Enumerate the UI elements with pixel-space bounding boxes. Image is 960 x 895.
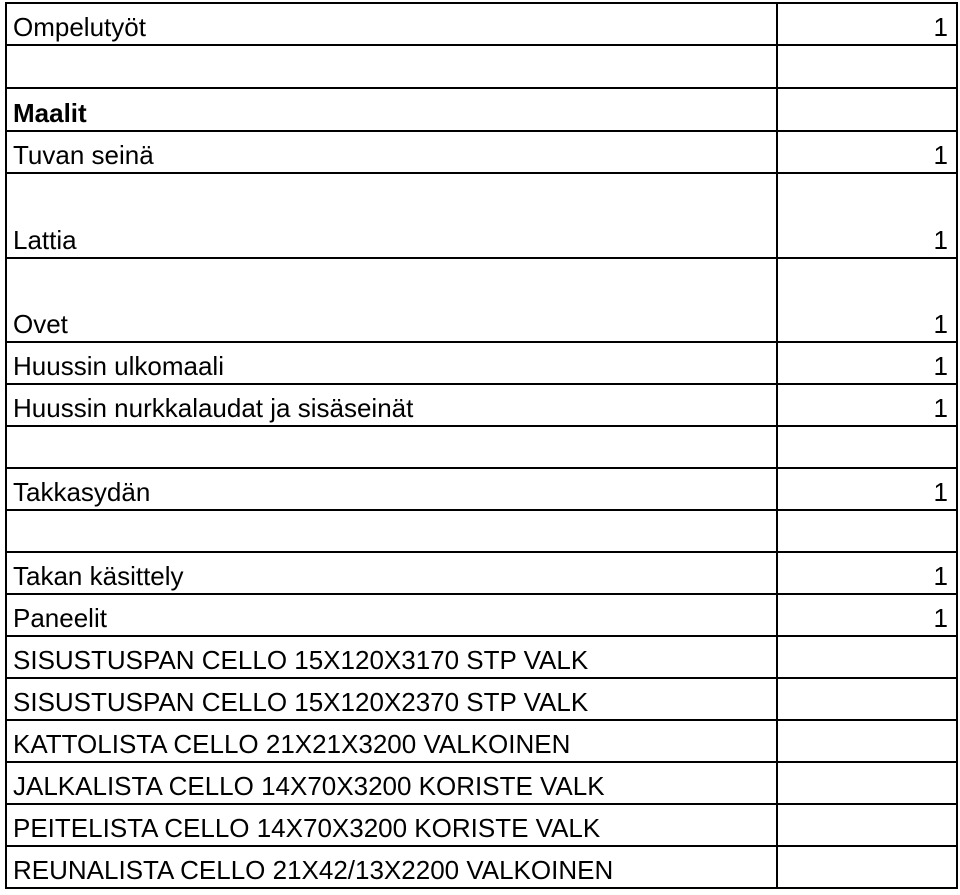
row-label-cell[interactable]: PEITELISTA CELLO 14X70X3200 KORISTE VALK bbox=[6, 804, 777, 846]
table-row bbox=[6, 552, 957, 594]
table-row bbox=[6, 88, 957, 131]
row-value-cell[interactable] bbox=[777, 762, 957, 804]
row-label-cell[interactable]: Takkasydän bbox=[6, 468, 777, 510]
row-label-cell[interactable]: Huussin ulkomaali bbox=[6, 342, 777, 384]
row-label-cell[interactable] bbox=[6, 510, 777, 552]
row-value-cell[interactable] bbox=[777, 678, 957, 720]
row-value-cell[interactable]: 1 bbox=[777, 173, 957, 258]
table-row bbox=[6, 468, 957, 510]
table-row bbox=[6, 173, 957, 258]
table-row bbox=[6, 3, 957, 45]
row-value-cell[interactable]: 1 bbox=[777, 384, 957, 426]
row-value-cell[interactable] bbox=[777, 426, 957, 468]
row-label-cell[interactable]: Huussin nurkkalaudat ja sisäseinät bbox=[6, 384, 777, 426]
table-row bbox=[6, 720, 957, 762]
table-row bbox=[6, 426, 957, 468]
table-row bbox=[6, 636, 957, 678]
table-row bbox=[6, 131, 957, 173]
row-value-cell[interactable]: 1 bbox=[777, 342, 957, 384]
row-label-cell[interactable]: JALKALISTA CELLO 14X70X3200 KORISTE VALK bbox=[6, 762, 777, 804]
row-label-cell[interactable]: Takan käsittely bbox=[6, 552, 777, 594]
table-row bbox=[6, 678, 957, 720]
row-value-cell[interactable] bbox=[777, 510, 957, 552]
row-label-cell[interactable]: KATTOLISTA CELLO 21X21X3200 VALKOINEN bbox=[6, 720, 777, 762]
table-body bbox=[6, 3, 957, 888]
row-label-cell[interactable]: Tuvan seinä bbox=[6, 131, 777, 173]
row-value-cell[interactable]: 1 bbox=[777, 3, 957, 45]
table-row bbox=[6, 342, 957, 384]
row-value-cell[interactable] bbox=[777, 846, 957, 888]
table-row bbox=[6, 804, 957, 846]
row-label-cell[interactable]: SISUSTUSPAN CELLO 15X120X2370 STP VALK bbox=[6, 678, 777, 720]
table-row bbox=[6, 384, 957, 426]
row-label-cell[interactable]: Ovet bbox=[6, 258, 777, 342]
table-row bbox=[6, 45, 957, 88]
row-value-cell[interactable] bbox=[777, 45, 957, 88]
table-row bbox=[6, 762, 957, 804]
row-label-cell[interactable]: Maalit bbox=[6, 88, 777, 131]
row-label-cell[interactable]: Lattia bbox=[6, 173, 777, 258]
row-label-cell[interactable]: SISUSTUSPAN CELLO 15X120X3170 STP VALK bbox=[6, 636, 777, 678]
row-value-cell[interactable]: 1 bbox=[777, 468, 957, 510]
row-label-cell[interactable]: Ompelutyöt bbox=[6, 3, 777, 45]
row-value-cell[interactable] bbox=[777, 636, 957, 678]
row-value-cell[interactable]: 1 bbox=[777, 258, 957, 342]
row-label-cell[interactable] bbox=[6, 45, 777, 88]
table-row bbox=[6, 258, 957, 342]
table-row bbox=[6, 846, 957, 888]
row-value-cell[interactable]: 1 bbox=[777, 131, 957, 173]
row-label-cell[interactable] bbox=[6, 426, 777, 468]
table-row bbox=[6, 594, 957, 636]
row-label-cell[interactable]: REUNALISTA CELLO 21X42/13X2200 VALKOINEN bbox=[6, 846, 777, 888]
row-value-cell[interactable] bbox=[777, 720, 957, 762]
row-value-cell[interactable]: 1 bbox=[777, 552, 957, 594]
row-label-cell[interactable]: Paneelit bbox=[6, 594, 777, 636]
spreadsheet-table bbox=[5, 2, 958, 889]
table-row bbox=[6, 510, 957, 552]
row-value-cell[interactable]: 1 bbox=[777, 594, 957, 636]
row-value-cell[interactable] bbox=[777, 804, 957, 846]
row-value-cell[interactable] bbox=[777, 88, 957, 131]
